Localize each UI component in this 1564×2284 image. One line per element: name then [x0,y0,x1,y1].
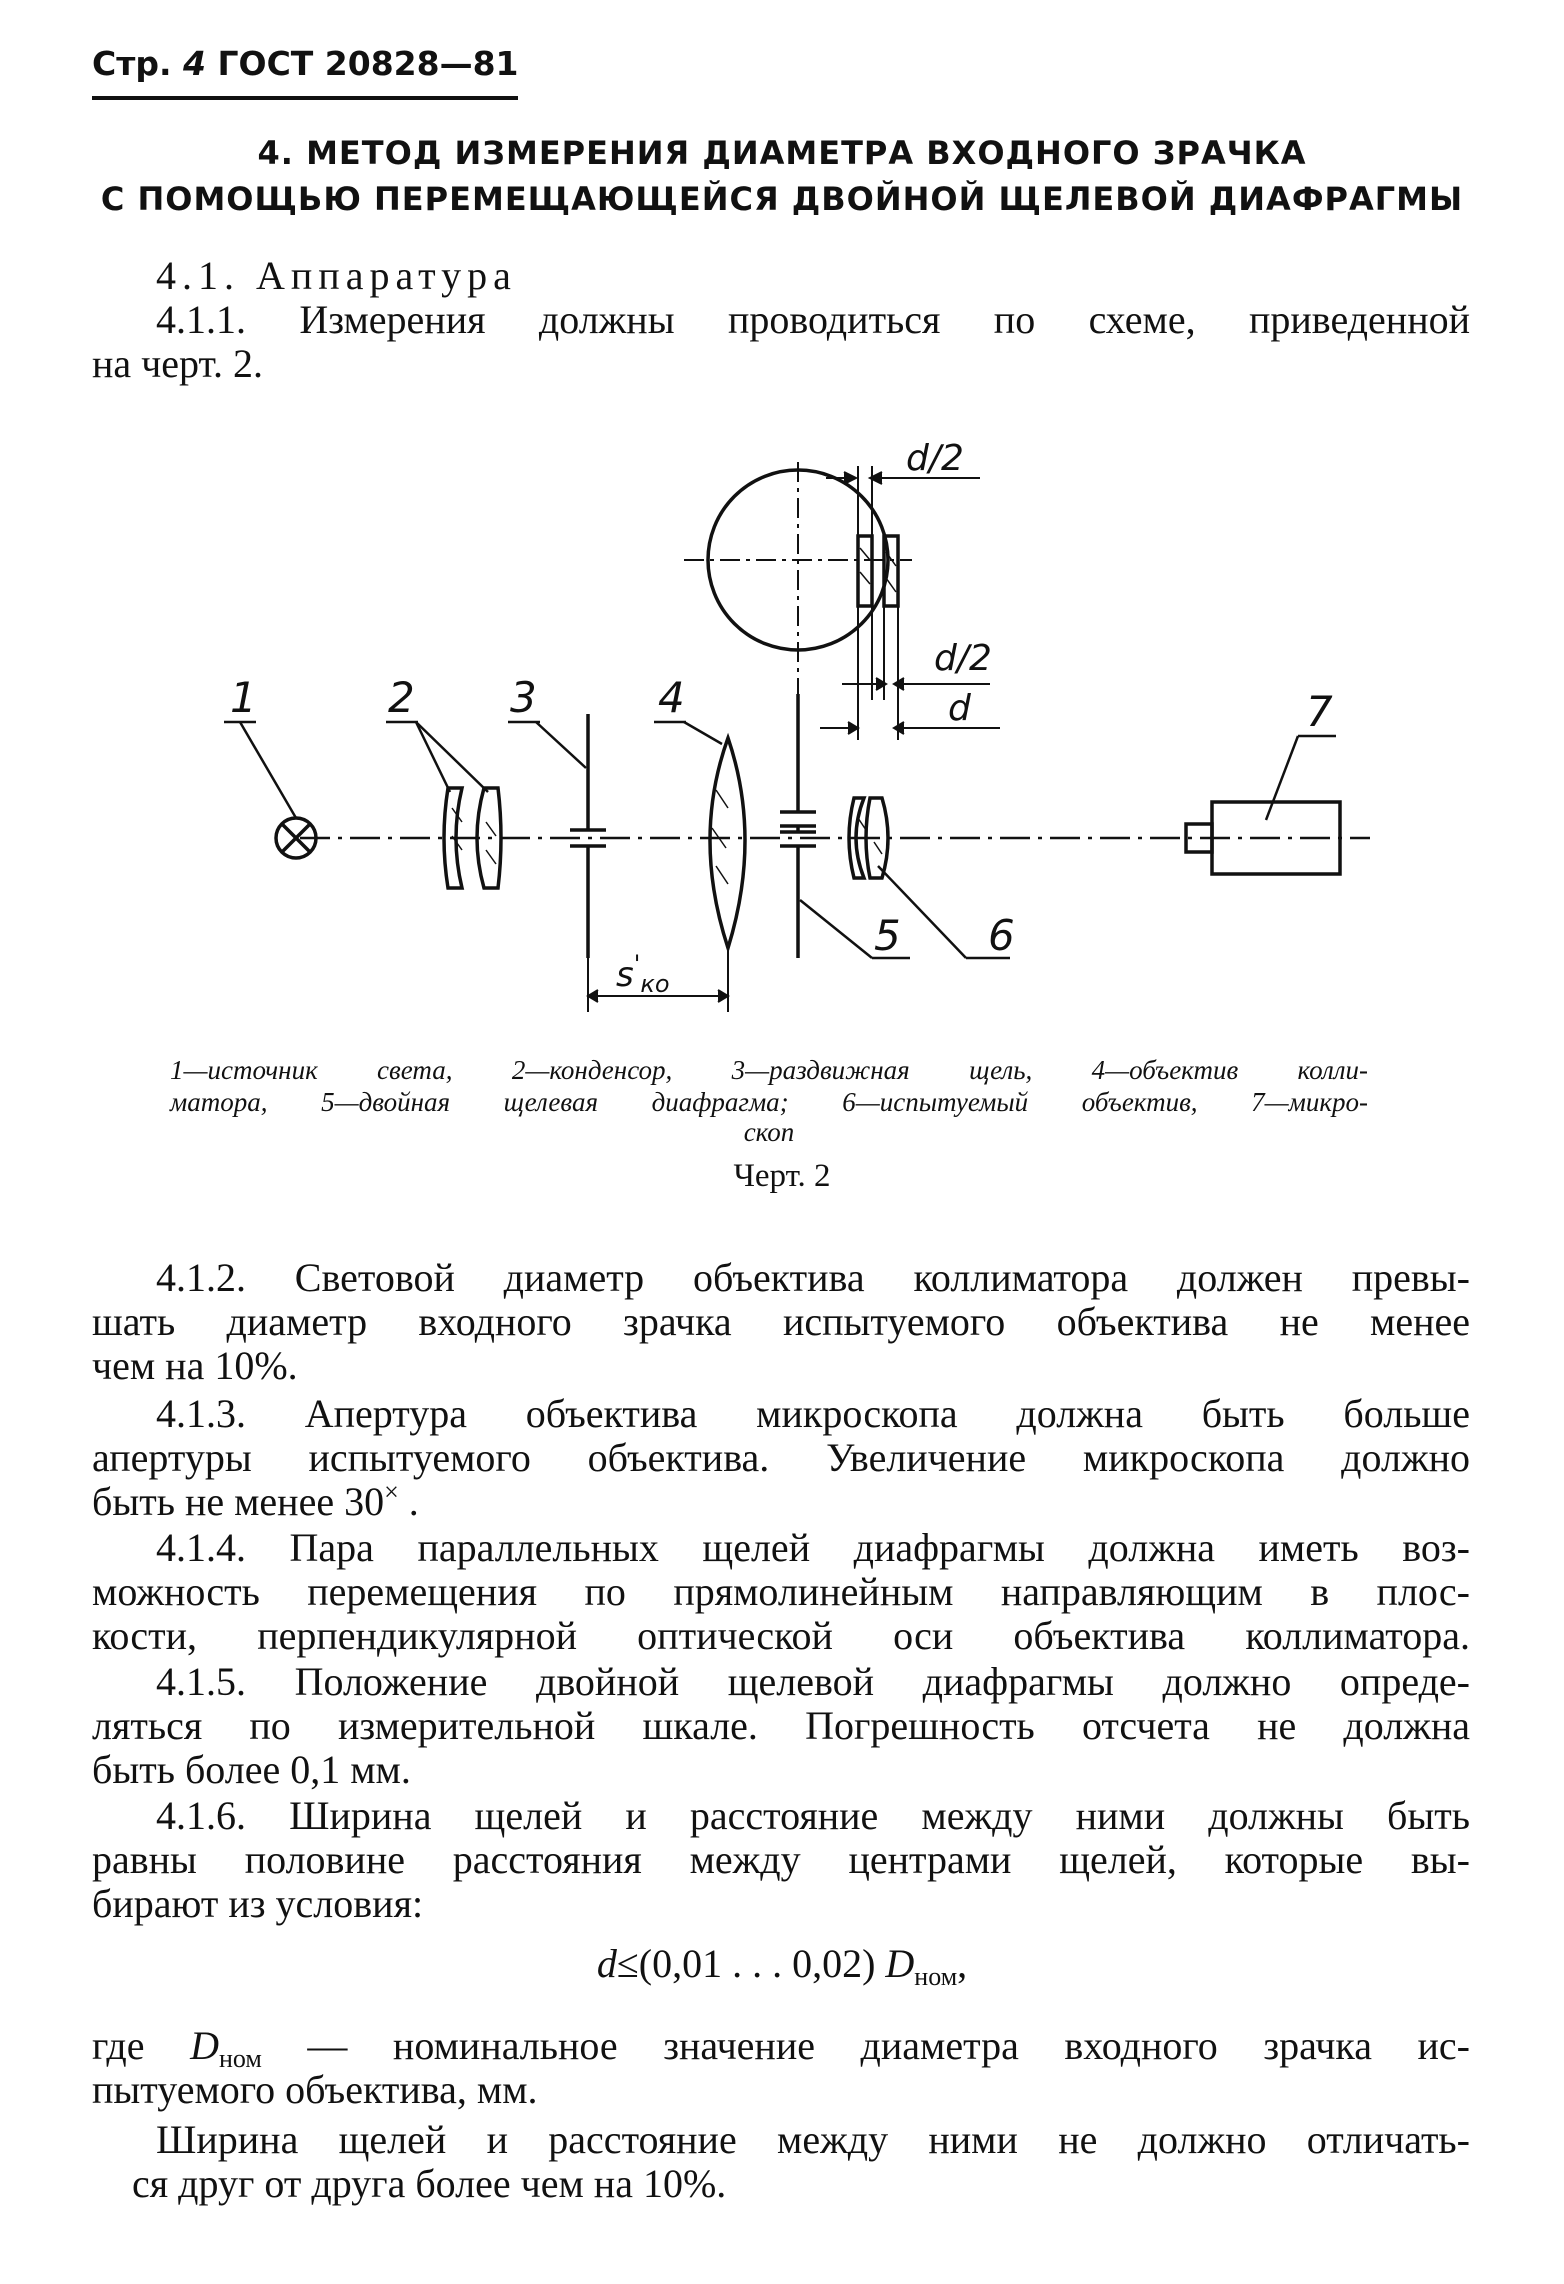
paragraph-4-1-5-line-1: 4.1.5. Положение двойной щелевой диафрагмы должно опреде- [156,1659,1470,1704]
collimator-lens-symbol [710,738,745,948]
document-code: ГОСТ 20828—81 [217,44,519,83]
paragraph-4-1-5-line-3: быть более 0,1 мм. [92,1747,411,1792]
figure-caption-line-1: 1—источник света, 2—конденсор, 3—раздвижная щель, 4—объектив колли- [170,1055,1368,1085]
paragraph-4-1-5-line-2: ляться по измерительной шкале. Погрешность отсчета не должна [92,1703,1470,1748]
figure-caption-line-2: матора, 5—двойная щелевая диафрагма; 6—испытуемый объектив, 7—микро- [170,1087,1368,1117]
paragraph-4-1-6-line-3: бирают из условия: [92,1881,424,1926]
paragraph-4-1-3-line-2: апертуры испытуемого объектива. Увеличение микроскопа должно [92,1435,1470,1480]
paragraph-4-1-6-line-1: 4.1.6. Ширина щелей и расстояние между ними должны быть [156,1793,1470,1838]
paragraph-4-1-4-line-1: 4.1.4. Пара параллельных щелей диафрагмы должна иметь воз- [156,1525,1470,1570]
paragraph-4-1-2-line-1: 4.1.2. Световой диаметр объектива коллиматора должен превы- [156,1255,1470,1300]
leader-2a [416,722,450,792]
optical-scheme-diagram [0,0,1564,1060]
paragraph-4-1-3-line-3: быть не менее 30× . [92,1477,419,1524]
fig-label-1: 1 [230,673,257,722]
leader-7 [1266,736,1298,820]
formula: d≤(0,01 . . . 0,02) $D_{ном}$, [596,1941,968,1991]
leader-1 [240,722,296,818]
fig-label-d-half-mid: d/2 [934,638,992,679]
page-label: Стр. [92,44,172,83]
fig-label-2: 2 [388,673,415,722]
final-paragraph-line-1: Ширина щелей и расстояние между ними не должно отличать- [156,2117,1470,2162]
fig-label-7: 7 [1306,687,1333,736]
where-line-1: где $D_{ном}$ — номинальное значение диаметра входного зрачка ис- [92,2023,1470,2073]
leader-5 [800,900,872,958]
paragraph-4-1-2-line-2: шать диаметр входного зрачка испытуемого объектива не менее [92,1299,1470,1344]
fig-label-s-ko: $s'_{ко}$ [616,950,670,998]
paragraph-4-1-1-line-1: 4.1.1. Измерения должны проводиться по схеме, приведенной [156,297,1470,342]
dimension-d [820,722,1000,734]
leader-3 [536,722,586,768]
paragraph-4-1-4-line-2: можность перемещения по прямолинейным направляющим в плос- [92,1569,1470,1614]
detail-circle [684,462,912,694]
leader-2b [416,722,488,792]
fig-label-d: d [948,688,971,729]
fig-label-4: 4 [658,673,685,722]
paragraph-4-1-2-line-3: чем на 10%. [92,1343,298,1388]
section-title-line-2: С ПОМОЩЬЮ ПЕРЕМЕЩАЮЩЕЙСЯ ДВОЙНОЙ ЩЕЛЕВОЙ ДИАФРАГМЫ [100,180,1464,218]
fig-label-5: 5 [874,911,901,960]
paragraph-4-1-1-line-2: на черт. 2. [92,341,263,386]
where-line-2: пытуемого объектива, мм. [92,2067,538,2112]
leader-4 [684,722,722,744]
figure-label: Черт. 2 [733,1158,831,1194]
section-title-line-1: 4. МЕТОД ИЗМЕРЕНИЯ ДИАМЕТРА ВХОДНОГО ЗРАЧКА [257,134,1307,172]
adjustable-slit-symbol [570,714,606,958]
fig-label-d-half-top: d/2 [906,438,964,479]
page-number: 4 [183,44,206,83]
paragraph-4-1-3-line-1: 4.1.3. Апертура объектива микроскопа должна быть больше [156,1391,1470,1436]
paragraph-4-1-4-line-3: кости, перпендикулярной оптической оси объектива коллиматора. [92,1613,1470,1658]
double-slit-diaphragm-symbol [780,694,816,958]
paragraph-4-1-6-line-2: равны половине расстояния между центрами щелей, которые вы- [92,1837,1470,1882]
final-paragraph-line-2: ся друг от друга более чем на 10%. [132,2161,727,2206]
fig-label-6: 6 [988,911,1015,960]
subsection-heading: 4.1. Аппаратура [156,253,517,298]
figure-caption-line-3: скоп [743,1117,795,1147]
fig-label-3: 3 [510,673,537,722]
